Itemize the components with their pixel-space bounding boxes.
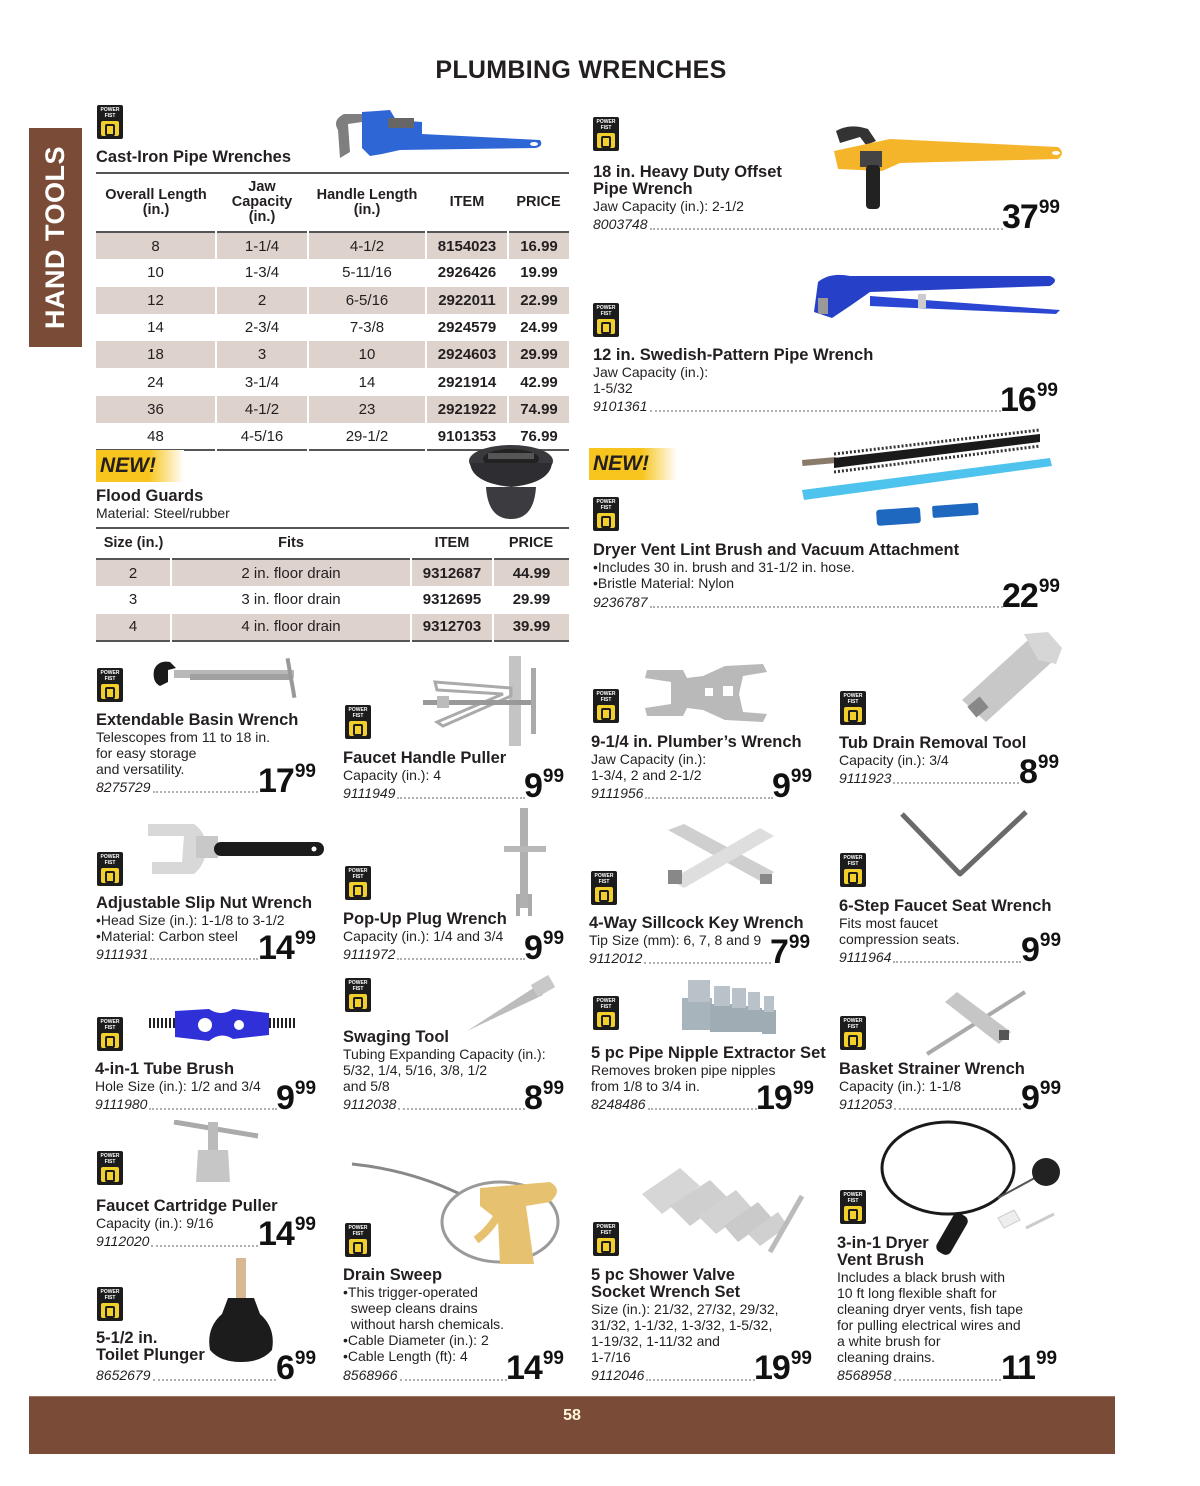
- product-title: 4-Way Sillcock Key Wrench: [589, 914, 804, 932]
- pipe-wrench-blue-image: [330, 108, 545, 168]
- product-title: 5-1/2 in. Toilet Plunger: [96, 1329, 205, 1364]
- power-fist-logo-icon: POWER FIST: [97, 105, 123, 139]
- power-fist-logo-icon: POWER FIST: [593, 996, 619, 1030]
- product-desc: Capacity (in.): 4: [343, 767, 442, 783]
- page-title: PLUMBING WRENCHES: [435, 56, 727, 84]
- product-desc: Telescopes from 11 to 18 in. for easy storage and versatility.: [96, 729, 271, 777]
- plumbers-wrench-image: [643, 664, 798, 724]
- power-fist-logo-icon: POWER FIST: [840, 1190, 866, 1224]
- power-fist-logo-icon: POWER FIST: [345, 705, 371, 739]
- product-sku-line: 9112012: [589, 950, 771, 966]
- page-footer: [29, 1396, 1115, 1454]
- power-fist-logo-icon: POWER FIST: [840, 1016, 866, 1050]
- col-header-item: ITEM: [449, 194, 485, 210]
- pop-up-plug-wrench-image: [500, 808, 550, 918]
- product-desc: Hole Size (in.): 1/2 and 3/4: [95, 1078, 261, 1094]
- product-title: Dryer Vent Lint Brush and Vacuum Attachment: [593, 541, 960, 559]
- col-header-price: PRICE: [516, 194, 561, 210]
- product-desc: Jaw Capacity (in.): 1-3/4, 2 and 2-1/2: [591, 751, 707, 783]
- product-price: 17 99: [258, 761, 316, 800]
- product-sku-line: 9111972: [343, 946, 525, 962]
- product-material: Material: Steel/rubber: [96, 505, 230, 521]
- product-title: 9-1/4 in. Plumber’s Wrench: [591, 733, 802, 751]
- product-desc: Jaw Capacity (in.): 1-5/32: [593, 364, 709, 396]
- nipple-extractor-set-image: [680, 978, 785, 1036]
- product-title: Tub Drain Removal Tool: [839, 734, 1027, 752]
- product-sku-line: 9111923: [839, 770, 1019, 786]
- faucet-seat-wrench-image: [898, 810, 1030, 880]
- product-title: 5 pc Shower Valve Socket Wrench Set: [591, 1266, 741, 1301]
- faucet-handle-puller-image: [415, 654, 555, 748]
- product-desc: Jaw Capacity (in.): 2-1/2: [593, 198, 744, 214]
- table-row: 36 4-1/2 23 2921922 74.99: [96, 396, 569, 423]
- product-title: Cast-Iron Pipe Wrenches: [96, 148, 291, 166]
- product-price: 16 99: [1000, 380, 1058, 419]
- power-fist-logo-icon: POWER FIST: [97, 668, 123, 702]
- power-fist-logo-icon: POWER FIST: [345, 978, 371, 1012]
- power-fist-logo-icon: POWER FIST: [345, 866, 371, 900]
- product-title: Faucet Handle Puller: [343, 749, 507, 767]
- page-number: 58: [563, 1407, 581, 1424]
- product-price: 7 99: [770, 932, 811, 971]
- product-price: 9 99: [1021, 1078, 1062, 1117]
- power-fist-logo-icon: POWER FIST: [593, 1222, 619, 1256]
- product-price: 14 99: [258, 1214, 316, 1253]
- table-row: 3 3 in. floor drain 9312695 29.99: [96, 586, 569, 613]
- table-row: 14 2-3/4 7-3/8 2924579 24.99: [96, 314, 569, 341]
- table-row: 8 1-1/4 4-1/2 8154023 16.99: [96, 232, 569, 259]
- product-title: 5 pc Pipe Nipple Extractor Set: [591, 1044, 826, 1062]
- table-row: 48 4-5/16 29-1/2 9101353 76.99: [96, 423, 569, 450]
- faucet-cartridge-puller-image: [172, 1120, 262, 1186]
- product-price: 9 99: [276, 1078, 317, 1117]
- section-tab-hand-tools: HAND TOOLS: [29, 128, 82, 347]
- product-sku-line: 8248486: [591, 1096, 757, 1112]
- toilet-plunger-image: [206, 1258, 276, 1364]
- col-header-fits: Fits: [278, 535, 304, 551]
- product-sku-line: 8003748: [593, 216, 1003, 232]
- product-price: 9 99: [524, 766, 565, 805]
- product-title: Adjustable Slip Nut Wrench: [96, 894, 313, 912]
- product-title: 18 in. Heavy Duty Offset Pipe Wrench: [593, 163, 782, 198]
- product-title: Basket Strainer Wrench: [839, 1060, 1025, 1078]
- power-fist-logo-icon: POWER FIST: [591, 871, 617, 905]
- product-desc: Capacity (in.): 1-1/8: [839, 1078, 962, 1094]
- product-price: 6 99: [276, 1348, 317, 1387]
- basin-wrench-image: [150, 656, 305, 698]
- product-desc: Capacity (in.): 1/4 and 3/4: [343, 928, 504, 944]
- product-sku-line: 9112038: [343, 1096, 525, 1112]
- product-sku-line: 9111956: [591, 785, 773, 801]
- product-price: 9 99: [524, 928, 565, 967]
- product-price: 11 99: [1001, 1348, 1058, 1387]
- product-price: 22 99: [1002, 576, 1060, 615]
- product-price: 9 99: [1021, 930, 1062, 969]
- product-price: 19 99: [754, 1348, 812, 1387]
- flood-guard-image: [468, 443, 554, 521]
- sillcock-key-image: [664, 822, 784, 892]
- col-header-jaw-capacity: Jaw Capacity (in.): [231, 179, 293, 225]
- product-sku-line: 8652679: [96, 1367, 276, 1383]
- product-desc: Fits most faucet compression seats.: [839, 915, 960, 947]
- product-desc: Tip Size (mm): 6, 7, 8 and 9: [589, 932, 762, 948]
- product-sku-line: 9236787: [593, 594, 1003, 610]
- product-sku-line: 9111980: [95, 1096, 277, 1112]
- product-title: Pop-Up Plug Wrench: [343, 910, 507, 928]
- product-sku-line: 9111964: [839, 949, 1021, 965]
- product-title: 4-in-1 Tube Brush: [95, 1060, 235, 1078]
- table-row: 2 2 in. floor drain 9312687 44.99: [96, 559, 569, 586]
- product-sku-line: 9112020: [96, 1233, 258, 1249]
- new-badge: NEW!: [589, 448, 677, 480]
- drain-sweep-image: [350, 1160, 565, 1268]
- col-header-overall-length: Overall Length (in.): [105, 186, 207, 218]
- col-header-item: ITEM: [434, 535, 470, 551]
- new-badge: NEW!: [96, 450, 184, 482]
- product-sku-line: 9111931: [96, 946, 258, 962]
- dryer-lint-brush-image: [800, 428, 1060, 530]
- product-price: 37 99: [1002, 197, 1060, 236]
- power-fist-logo-icon: POWER FIST: [593, 497, 619, 531]
- col-header-price: PRICE: [508, 535, 554, 551]
- col-header-handle-length: Handle Length (in.): [316, 186, 418, 218]
- product-sku-line: 9112046: [591, 1367, 755, 1383]
- product-price: 14 99: [506, 1348, 564, 1387]
- product-desc: Tubing Expanding Capacity (in.): 5/32, 1/4, 5/16, 3/8, 1/2 and 5/8: [343, 1046, 546, 1094]
- product-desc: Size (in.): 21/32, 27/32, 29/32, 31/32, 1-1/32, 1-3/32, 1-5/32, 1-19/32, 1-11/32 and 1-7/16: [591, 1301, 779, 1365]
- product-sku-line: 8568966: [343, 1367, 507, 1383]
- product-title: Flood Guards: [96, 487, 204, 505]
- col-header-size: Size (in.): [103, 535, 164, 551]
- table-header-row: [96, 528, 569, 559]
- product-desc: •Includes 30 in. brush and 31-1/2 in. hose. •Bristle Material: Nylon: [593, 559, 855, 591]
- product-sku-line: 9112053: [839, 1096, 1021, 1112]
- cast-iron-wrench-table: [96, 172, 569, 451]
- product-price: 19 99: [756, 1078, 814, 1117]
- table-row: 24 3-1/4 14 2921914 42.99: [96, 368, 569, 395]
- product-title: 6-Step Faucet Seat Wrench: [839, 897, 1052, 915]
- swedish-pipe-wrench-image: [810, 272, 1065, 322]
- power-fist-logo-icon: POWER FIST: [97, 852, 123, 886]
- tube-brush-image: [145, 1005, 300, 1045]
- power-fist-logo-icon: POWER FIST: [97, 1151, 123, 1185]
- product-price: 9 99: [772, 766, 813, 805]
- table-header-row: [96, 173, 569, 232]
- power-fist-logo-icon: POWER FIST: [345, 1223, 371, 1257]
- product-desc: •This trigger-operated sweep cleans drains without harsh chemicals. •Cable Diameter (in.): 2 •Cable Length (ft): 4: [343, 1284, 505, 1364]
- product-desc: Capacity (in.): 9/16: [96, 1215, 214, 1231]
- product-title: Extendable Basin Wrench: [96, 711, 299, 729]
- flood-guard-table: [96, 527, 569, 642]
- power-fist-logo-icon: POWER FIST: [97, 1287, 123, 1321]
- product-price: 8 99: [524, 1078, 565, 1117]
- product-sku-line: 8275729: [96, 779, 258, 795]
- swaging-tool-image: [465, 975, 560, 1035]
- shower-socket-set-image: [640, 1150, 818, 1260]
- power-fist-logo-icon: POWER FIST: [593, 689, 619, 723]
- product-title: Faucet Cartridge Puller: [96, 1197, 278, 1215]
- basket-strainer-wrench-image: [925, 988, 1030, 1058]
- product-sku-line: 8568958: [837, 1367, 1001, 1383]
- tub-drain-tool-image: [958, 630, 1068, 726]
- product-price: 8 99: [1019, 752, 1060, 791]
- power-fist-logo-icon: POWER FIST: [97, 1017, 123, 1051]
- power-fist-logo-icon: POWER FIST: [593, 117, 619, 151]
- product-desc: Capacity (in.): 3/4: [839, 752, 949, 768]
- product-price: 14 99: [258, 928, 316, 967]
- table-row: 18 3 10 2924603 29.99: [96, 341, 569, 368]
- product-title: 12 in. Swedish-Pattern Pipe Wrench: [593, 346, 874, 364]
- power-fist-logo-icon: POWER FIST: [840, 853, 866, 887]
- table-row: 10 1-3/4 5-11/16 2926426 19.99: [96, 259, 569, 286]
- product-title: 3-in-1 Dryer Vent Brush: [837, 1234, 929, 1269]
- product-sku-line: 9101361: [593, 398, 1001, 414]
- power-fist-logo-icon: POWER FIST: [593, 303, 619, 337]
- product-desc: Removes broken pipe nipples from 1/8 to 3/4 in.: [591, 1062, 776, 1094]
- power-fist-logo-icon: POWER FIST: [840, 691, 866, 725]
- slip-nut-wrench-image: [148, 822, 328, 878]
- table-row: 4 4 in. floor drain 9312703 39.99: [96, 614, 569, 641]
- product-desc: •Head Size (in.): 1-1/8 to 3-1/2 •Material: Carbon steel: [96, 912, 285, 944]
- product-title: Drain Sweep: [343, 1266, 443, 1284]
- product-sku-line: 9111949: [343, 785, 525, 801]
- product-title: Swaging Tool: [343, 1028, 450, 1046]
- table-row: 12 2 6-5/16 2922011 22.99: [96, 287, 569, 314]
- product-desc: Includes a black brush with 10 ft long flexible shaft for cleaning dryer vents, fish tape for pulling electrical wires and a white brush for cleaning drains.: [837, 1269, 1023, 1365]
